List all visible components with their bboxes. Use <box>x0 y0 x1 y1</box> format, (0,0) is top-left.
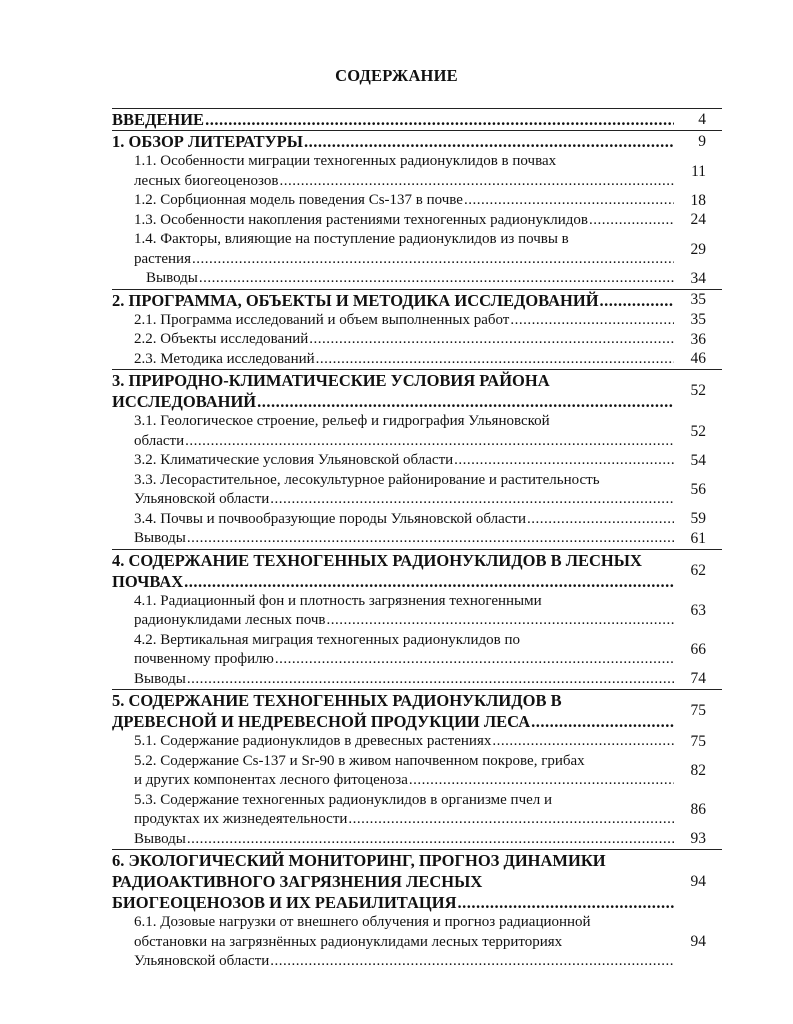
toc-entry-line: 4. СОДЕРЖАНИЕ ТЕХНОГЕННЫХ РАДИОНУКЛИДОВ В ЛЕСНЫХ <box>112 550 642 570</box>
toc-entry-line: 5.2. Содержание Cs-137 и Sr-90 в живом напочвенном покрове, грибах <box>134 752 585 769</box>
toc-page-number: 66 <box>690 641 706 658</box>
toc-page-number: 75 <box>690 732 706 750</box>
toc-entry-text <box>112 211 674 231</box>
toc-entry-line: лесных биогеоценозов <box>134 172 279 189</box>
toc-entry-line: 2.2. Объекты исследований <box>134 331 309 347</box>
toc-entry <box>112 350 722 370</box>
toc-entry-text <box>112 510 674 530</box>
dot-leader <box>186 830 674 850</box>
toc-entry-line: ДРЕВЕСНОЙ И НЕДРЕВЕСНОЙ ПРОДУКЦИИ ЛЕСА <box>112 712 531 731</box>
toc-entry-text <box>112 690 674 733</box>
toc-page-number: 59 <box>690 510 706 528</box>
toc-entry-line: 5. СОДЕРЖАНИЕ ТЕХНОГЕННЫХ РАДИОНУКЛИДОВ В <box>112 691 562 710</box>
toc-entry-line: Выводы <box>146 270 198 286</box>
toc-entry-line: 2. ПРОГРАММА, ОБЪЕКТЫ И МЕТОДИКА ИССЛЕДОВАНИЙ <box>112 290 599 310</box>
dot-leader <box>256 391 674 412</box>
toc-page-number: 46 <box>690 350 706 368</box>
toc-entry-line: обстановки на загрязнённых радионуклидами лесных территориях <box>134 933 563 950</box>
toc-entry-line: 4.2. Вертикальная миграция техногенных радионуклидов по <box>134 631 521 648</box>
dot-leader <box>491 732 674 752</box>
toc-page-number: 34 <box>690 269 706 287</box>
toc-entry-text <box>112 109 674 131</box>
toc-entry-line: 3.1. Геологическое строение, рельеф и гидрография Ульяновской <box>134 413 550 429</box>
toc-entry-text <box>112 850 674 914</box>
toc-entry-text <box>112 830 674 850</box>
toc-entry <box>112 670 722 690</box>
toc-entry <box>112 830 722 850</box>
toc-entry-line: 4.1. Радиационный фон и плотность загрязнения техногенными <box>134 592 542 609</box>
toc-entry-text <box>112 549 674 592</box>
toc-entry-line: Ульяновской области <box>134 953 270 969</box>
toc-entry-text <box>112 370 674 413</box>
table-of-contents <box>112 108 722 972</box>
toc-entry-text <box>112 350 674 370</box>
toc-entry-line: 3.2. Климатические условия Ульяновской области <box>134 452 454 468</box>
toc-entry-line: ПОЧВАХ <box>112 571 184 591</box>
toc-entry-text <box>112 732 674 752</box>
toc-entry <box>112 131 722 153</box>
toc-entry-text <box>112 230 674 269</box>
toc-entry-line: радионуклидами лесных почв <box>134 612 326 628</box>
toc-page-number: 52 <box>690 422 706 440</box>
toc-entry-line: РАДИОАКТИВНОГО ЗАГРЯЗНЕНИЯ ЛЕСНЫХ <box>112 872 483 891</box>
dot-leader <box>184 432 674 452</box>
page-title: СОДЕРЖАНИЕ <box>335 66 458 85</box>
dot-leader <box>457 892 675 913</box>
toc-entry-text <box>112 269 674 289</box>
toc-entry-line: 1. ОБЗОР ЛИТЕРАТУРЫ <box>112 132 303 151</box>
toc-entry-line: 5.1. Содержание радионуклидов в древесных растениях <box>134 733 492 749</box>
dot-leader <box>315 350 674 370</box>
toc-entry-line: 1.1. Особенности миграции техногенных радионуклидов в почвах <box>134 153 557 169</box>
dot-leader <box>326 611 675 631</box>
toc-entry <box>112 330 722 350</box>
toc-entry <box>112 631 722 670</box>
toc-page-number: 93 <box>690 830 706 848</box>
toc-page-number: 75 <box>674 690 722 733</box>
toc-page-number: 86 <box>690 801 706 818</box>
toc-entry <box>112 230 722 269</box>
toc-entry-line: 3.3. Лесорастительное, лесокультурное районирование и растительность <box>134 471 600 488</box>
toc-entry-line: Выводы <box>134 670 186 687</box>
toc-entry <box>112 109 722 131</box>
toc-entry-text <box>112 752 674 791</box>
toc-entry <box>112 289 722 311</box>
toc-entry-line: и других компонентах лесного фитоценоза <box>134 772 408 788</box>
dot-leader <box>509 311 674 331</box>
dot-leader <box>269 490 674 510</box>
dot-leader <box>186 529 674 549</box>
toc-page-number: 4 <box>674 109 722 131</box>
dot-leader <box>303 131 674 152</box>
toc-entry-text <box>112 592 674 631</box>
toc-entry-line: 6.1. Дозовые нагрузки от внешнего облучения и прогноз радиационной <box>134 914 591 930</box>
toc-page-number: 62 <box>674 549 722 592</box>
toc-entry <box>112 471 722 510</box>
dot-leader <box>191 250 674 270</box>
dot-leader <box>530 711 674 732</box>
toc-page-number: 36 <box>690 330 706 348</box>
toc-page-number: 18 <box>690 191 706 209</box>
dot-leader <box>526 510 674 530</box>
toc-entry <box>112 191 722 211</box>
toc-entry-line: 3. ПРИРОДНО-КЛИМАТИЧЕСКИЕ УСЛОВИЯ РАЙОНА <box>112 371 550 390</box>
toc-entry-text <box>112 631 674 670</box>
dot-leader <box>278 172 674 192</box>
toc-page-number: 61 <box>690 529 706 547</box>
toc-entry-text <box>112 289 674 311</box>
toc-entry-text <box>112 471 674 510</box>
toc-entry-text <box>112 131 674 153</box>
toc-entry <box>112 592 722 631</box>
dot-leader <box>347 810 674 830</box>
toc-entry <box>112 510 722 530</box>
dot-leader <box>274 650 674 670</box>
dot-leader <box>204 109 674 130</box>
toc-entry-line: БИОГЕОЦЕНОЗОВ И ИХ РЕАБИЛИТАЦИЯ <box>112 893 457 912</box>
toc-entry-line: ИССЛЕДОВАНИЙ <box>112 392 257 411</box>
toc-entry <box>112 529 722 549</box>
toc-page-number: 9 <box>674 131 722 153</box>
toc-entry-line: почвенному профилю <box>134 651 274 667</box>
toc-page-number: 94 <box>690 933 706 951</box>
toc-page-number: 11 <box>691 162 706 180</box>
toc-page-number: 74 <box>690 670 706 688</box>
toc-entry-line: Выводы <box>134 530 186 546</box>
toc-page-number: 82 <box>690 762 706 779</box>
dot-leader <box>269 952 674 972</box>
toc-entry <box>112 732 722 752</box>
dot-leader <box>599 290 674 311</box>
toc-page-number: 29 <box>690 240 706 258</box>
toc-page-number: 56 <box>690 481 706 498</box>
toc-entry <box>112 752 722 791</box>
toc-page-number: 52 <box>674 370 722 413</box>
toc-entry-line: 2.3. Методика исследований <box>134 350 315 367</box>
toc-entry <box>112 412 722 451</box>
toc-page-number: 94 <box>674 850 722 914</box>
toc-entry-text <box>112 191 674 211</box>
dot-leader <box>588 211 674 231</box>
dot-leader <box>463 191 674 211</box>
toc-entry <box>112 311 722 331</box>
dot-leader <box>186 670 674 690</box>
toc-entry-text <box>112 330 674 350</box>
toc-entry-line: продуктах их жизнедеятельности <box>134 811 348 827</box>
toc-entry <box>112 211 722 231</box>
dot-leader <box>198 269 674 289</box>
toc-page-number: 35 <box>674 289 722 311</box>
toc-entry-line: 2.1. Программа исследований и объем выполненных работ <box>134 311 510 328</box>
toc-page-number: 24 <box>690 211 706 229</box>
toc-entry-line: 5.3. Содержание техногенных радионуклидов в организме пчел и <box>134 791 553 808</box>
toc-entry-text <box>112 311 674 331</box>
toc-entry <box>112 913 722 972</box>
toc-entry-line: ВВЕДЕНИЕ <box>112 110 205 129</box>
toc-entry-line: области <box>134 432 185 449</box>
toc-page-number: 54 <box>690 451 706 469</box>
dot-leader <box>183 571 674 592</box>
dot-leader <box>408 771 674 791</box>
toc-entry-text <box>112 412 674 451</box>
toc-entry-text <box>112 152 674 191</box>
toc-entry-text <box>112 529 674 549</box>
toc-entry-text <box>112 913 674 972</box>
dot-leader <box>453 451 674 471</box>
toc-entry <box>112 152 722 191</box>
toc-entry <box>112 850 722 914</box>
toc-entry-line: 3.4. Почвы и почвообразующие породы Ульяновской области <box>134 510 527 527</box>
dot-leader <box>308 330 674 350</box>
toc-entry-line: 6. ЭКОЛОГИЧЕСКИЙ МОНИТОРИНГ, ПРОГНОЗ ДИНАМИКИ <box>112 851 606 870</box>
toc-entry <box>112 269 722 289</box>
toc-entry-text <box>112 791 674 830</box>
toc-entry-line: растения <box>134 250 191 267</box>
toc-entry-line: 1.4. Факторы, влияющие на поступление радионуклидов из почвы в <box>134 231 569 247</box>
toc-entry <box>112 451 722 471</box>
toc-entry <box>112 690 722 733</box>
toc-page-number: 35 <box>690 311 706 329</box>
toc-page-number: 63 <box>690 602 706 619</box>
toc-entry-line: Ульяновской области <box>134 491 270 507</box>
toc-entry <box>112 549 722 592</box>
toc-entry-line: 1.2. Сорбционная модель поведения Cs-137 в почве <box>134 192 463 208</box>
toc-entry-text <box>112 670 674 690</box>
toc-entry-text <box>112 451 674 471</box>
toc-entry-line: Выводы <box>134 830 186 847</box>
toc-entry <box>112 791 722 830</box>
toc-entry-line: 1.3. Особенности накопления растениями техногенных радионуклидов <box>134 211 588 228</box>
toc-entry <box>112 370 722 413</box>
